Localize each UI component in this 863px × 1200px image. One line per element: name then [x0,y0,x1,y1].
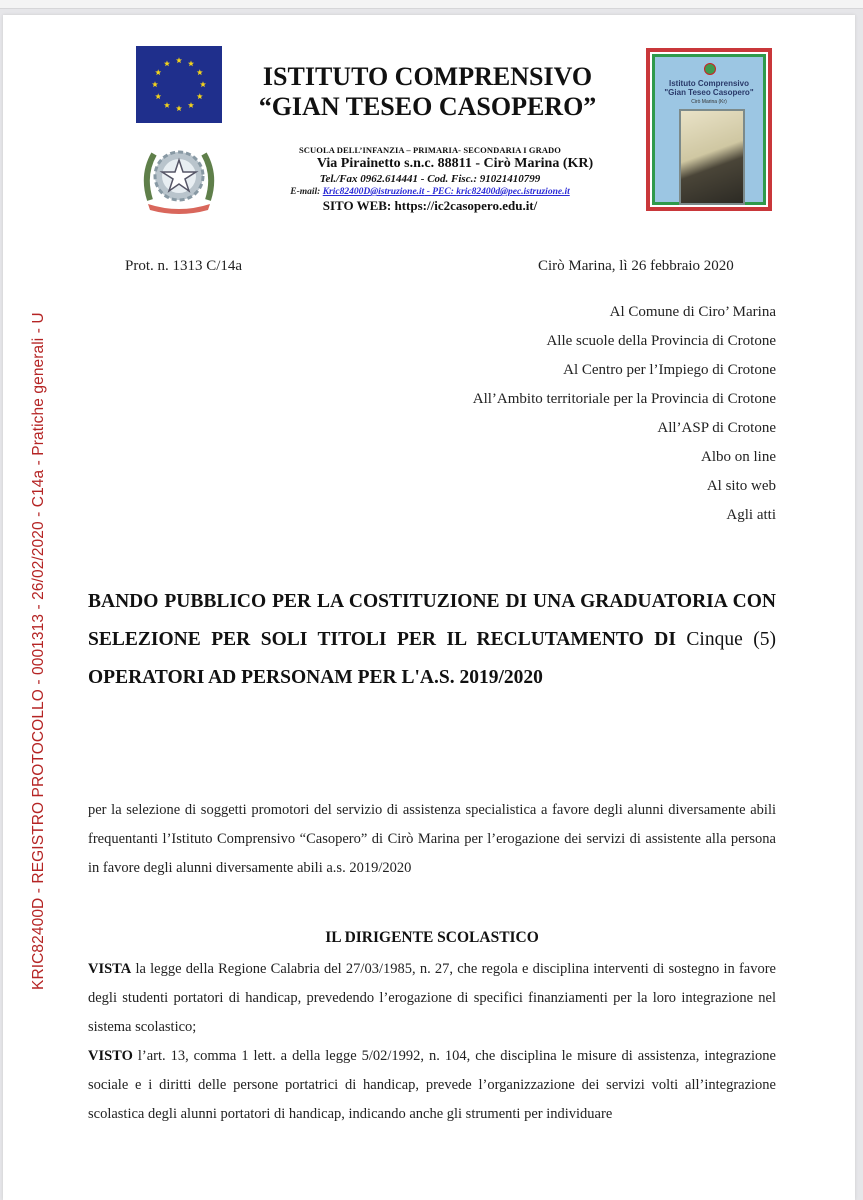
recipient: All’ASP di Crotone [657,420,776,436]
document-title [88,583,776,697]
pec-link[interactable]: kric82400d@pec.istruzione.it [456,187,570,197]
recipient: Agli atti [726,507,776,523]
section-heading: IL DIRIGENTE SCOLASTICO [325,929,539,946]
school-email-line [240,186,620,198]
recipient: All’Ambito territoriale per la Provincia di Crotone [472,391,776,407]
recipient: Alle scuole della Provincia di Crotone [546,333,776,349]
school-cover-image [646,48,772,211]
eu-star-icon [188,102,194,108]
cover-emblem-icon [704,63,716,75]
paragraph-visto [88,1042,776,1129]
institute-name [235,62,620,122]
eu-star-icon [164,102,170,108]
title-part2: Cinque (5) [686,629,776,650]
eu-star-icon [155,69,161,75]
email-label: E-mail: [290,187,323,197]
institute-contacts [240,145,620,213]
institute-name-line2: “GIAN TESEO CASOPERO” [258,92,597,121]
eu-star-icon [197,69,203,75]
recipients-list [400,298,776,530]
eu-star-icon [200,81,206,87]
eu-flag-icon [136,46,222,123]
recipient: Albo on line [701,449,776,465]
eu-star-icon [164,61,170,67]
eu-star-icon [152,81,158,87]
paragraph-lead: VISTO [88,1048,133,1064]
school-address: Via Pirainetto s.n.c. 88811 - Cirò Marina (KR) [316,156,594,171]
paragraph-lead: VISTA [88,961,132,977]
email-link[interactable]: Kric82400D@istruzione.it [322,187,425,197]
pec-label[interactable]: - PEC: [424,187,457,197]
eu-star-icon [176,57,182,63]
paragraph-text: la legge della Regione Calabria del 27/03/1985, n. 27, che regola e disciplina interventi di sostegno in favore degli studenti portatori di handicap, prevedendo l’erogazione di specifici finanziamenti per la loro integrazione nel sistema scolastico; [88,961,776,1035]
cover-subtitle: Cirò Marina (Kr) [691,99,727,105]
paragraph-vista [88,955,776,1042]
cover-title-line1: Istituto Comprensivo [668,79,749,88]
recipient: Al sito web [706,478,776,494]
intro-paragraph: per la selezione di soggetti promotori del servizio di assistenza specialistica a favore degli alunni diversamente abili frequentanti l’Istituto Comprensivo “Casopero” di Cirò Marina per l’erogazione dei servizi di assistente alla persona in favore degli alunni diversamente abili a.s. 2019/2020 [88,802,776,876]
school-phone: Tel./Fax 0962.614441 - Cod. Fisc.: 91021410799 [319,173,541,185]
recipient: Al Centro per l’Impiego di Crotone [563,362,776,378]
eu-star-icon [155,93,161,99]
title-part3: OPERATORI AD PERSONAM PER L'A.S. 2019/2020 [88,667,543,688]
paragraph-text: l’art. 13, comma 1 lett. a della legge 5/02/1992, n. 104, che disciplina le misure di assistenza, integrazione sociale e i diritti delle persone portatrici di handicap, prevede l’organizzazione dei servizi volti all’integrazione scolastica degli alunni portatori di handicap, indicando anche gli strumenti per individuare [88,1048,776,1122]
place-date: Cirò Marina, lì 26 febbraio 2020 [538,258,734,274]
school-website: SITO WEB: https://ic2casopero.edu.it/ [322,198,538,213]
protocol-number: Prot. n. 1313 C/14a [125,258,243,274]
cover-illustration [679,109,745,205]
eu-star-icon [188,61,194,67]
cover-title-line2: "Gian Teseo Casopero" [664,88,754,97]
cover-title [655,79,763,97]
protocol-stamp: KRIC82400D - REGISTRO PROTOCOLLO - 0001313 - 26/02/2020 - C14a - Pratiche generali - U [30,312,47,990]
recipient: Al Comune di Ciro’ Marina [609,304,776,320]
institute-name-line1: ISTITUTO COMPRENSIVO [262,62,593,91]
title-part1: BANDO PUBBLICO PER LA COSTITUZIONE DI UNA GRADUATORIA CON SELEZIONE PER SOLI TITOLI PER IL RECLUTAMENTO DI [88,591,776,650]
eu-star-icon [197,93,203,99]
eu-star-icon [176,105,182,111]
italian-republic-emblem-icon [140,140,218,215]
school-grades: SCUOLA DELL’INFANZIA – PRIMARIA- SECONDARIA I GRADO [298,145,562,155]
viewer-top-bar [0,0,863,9]
